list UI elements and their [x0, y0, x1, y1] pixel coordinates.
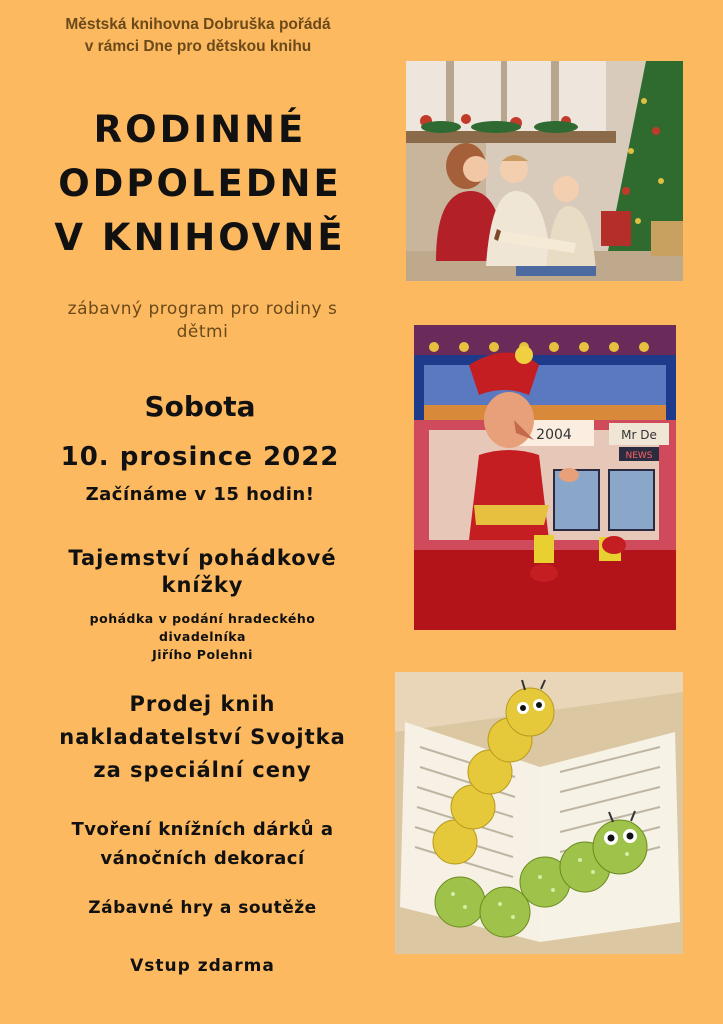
title-line-3: V KNIHOVNĚ — [54, 216, 346, 259]
event-start-time: Začínáme v 15 hodin! — [85, 484, 315, 505]
children-reading-photo — [406, 61, 683, 281]
crafts-line-2: vánočních dekorací — [100, 848, 305, 869]
organizer-line-2: v rámci Dne pro dětskou knihu — [84, 38, 312, 55]
subtitle — [30, 298, 375, 344]
book-sale-line-2: nakladatelství Svojtka — [59, 725, 346, 749]
games: Zábavné hry a soutěže — [88, 898, 317, 918]
puppet-news-sign: NEWS — [625, 451, 653, 461]
event-day: Sobota — [144, 390, 256, 423]
book-sale-line-3: za speciální ceny — [93, 758, 312, 782]
main-event-description — [20, 610, 385, 664]
event-date: 10. prosince 2022 — [60, 442, 340, 472]
crafts-line-1: Tvoření knížních dárků a — [71, 819, 334, 840]
caterpillar-bookmark-photo — [395, 672, 683, 954]
organizer-text — [18, 14, 378, 58]
main-event-desc-line-2: divadelníka — [159, 629, 246, 644]
main-event-desc-line-1: pohádka v podání hradeckého — [89, 611, 316, 626]
main-event-title — [20, 545, 385, 599]
main-event-desc-line-3: Jiřího Polehni — [152, 647, 253, 662]
puppet-sign-year: 2004 — [536, 427, 572, 443]
poster-title — [20, 103, 380, 265]
free-entry: Vstup zdarma — [130, 956, 275, 976]
main-event-title-line-2: knížky — [161, 573, 244, 597]
crafts — [15, 815, 390, 873]
puppet-theatre-photo — [414, 325, 676, 630]
puppet-sign-name: Mr De — [621, 428, 657, 442]
book-sale-line-1: Prodej knih — [129, 692, 276, 716]
title-line-2: ODPOLEDNE — [58, 162, 342, 205]
subtitle-line-1: zábavný program pro rodiny s — [67, 299, 338, 319]
book-sale — [15, 688, 390, 787]
main-event-title-line-1: Tajemství pohádkové — [68, 546, 337, 570]
subtitle-line-2: dětmi — [176, 322, 229, 342]
title-line-1: RODINNÉ — [93, 108, 307, 151]
organizer-line-1: Městská knihovna Dobruška pořádá — [65, 16, 331, 33]
